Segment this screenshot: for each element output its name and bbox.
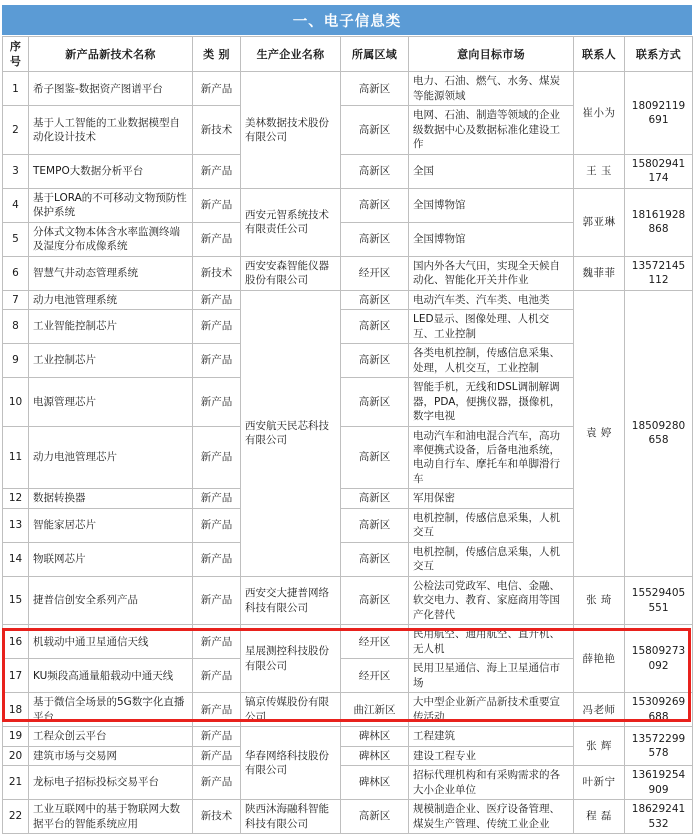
cell-product-name: 龙标电子招标投标交易平台: [29, 766, 193, 800]
cell-category: 新技术: [193, 256, 241, 290]
table-body: [3, 72, 693, 834]
cell-district: 高新区: [341, 426, 409, 489]
cell-product-name: 基于LORA的不可移动文物预防性保护系统: [29, 188, 193, 222]
cell-row-number: 10: [3, 378, 29, 426]
cell-category: 新产品: [193, 576, 241, 624]
cell-district: 高新区: [341, 344, 409, 378]
cell-target-market: 智能手机，无线和DSL调制解调器，PDA，便携仪器，摄像机，数字电视: [409, 378, 574, 426]
cell-category: 新产品: [193, 154, 241, 188]
table-row: [3, 154, 693, 188]
cell-row-number: 9: [3, 344, 29, 378]
cell-company-name: 西安安森智能仪器股份有限公司: [241, 256, 341, 290]
cell-district: 高新区: [341, 489, 409, 508]
cell-company-name: 西安航天民芯科技有限公司: [241, 290, 341, 576]
col-header-phone: 联系方式: [625, 37, 693, 72]
cell-contact-person: 冯老师: [574, 693, 625, 727]
cell-product-name: 建筑市场与交易网: [29, 746, 193, 765]
cell-row-number: 20: [3, 746, 29, 765]
cell-row-number: 16: [3, 625, 29, 659]
cell-district: 碑林区: [341, 746, 409, 765]
table-row: [3, 800, 693, 834]
cell-row-number: 4: [3, 188, 29, 222]
cell-category: 新产品: [193, 426, 241, 489]
cell-row-number: 22: [3, 800, 29, 834]
table-row: [3, 576, 693, 624]
col-header-type: 类 别: [193, 37, 241, 72]
cell-contact-phone: 15802941174: [625, 154, 693, 188]
cell-row-number: 1: [3, 72, 29, 106]
cell-product-name: 工业控制芯片: [29, 344, 193, 378]
cell-contact-phone: 18161928868: [625, 188, 693, 256]
cell-row-number: 17: [3, 659, 29, 693]
cell-category: 新产品: [193, 222, 241, 256]
cell-target-market: 招标代理机构和有采购需求的各大小企业单位: [409, 766, 574, 800]
cell-company-name: 华春网络科技股份有限公司: [241, 727, 341, 800]
table-row: [3, 188, 693, 222]
cell-district: 高新区: [341, 542, 409, 576]
cell-product-name: 机载动中通卫星通信天线: [29, 625, 193, 659]
table-row: [3, 625, 693, 659]
col-header-area: 所属区域: [341, 37, 409, 72]
cell-district: 高新区: [341, 576, 409, 624]
cell-category: 新产品: [193, 310, 241, 344]
cell-product-name: 基于人工智能的工业数据模型自动化设计技术: [29, 106, 193, 154]
cell-product-name: 工业互联网中的基于物联网大数据平台的智能系统应用: [29, 800, 193, 834]
cell-product-name: TEMPO大数据分析平台: [29, 154, 193, 188]
cell-product-name: 动力电池管理系统: [29, 290, 193, 309]
table-row: [3, 766, 693, 800]
cell-row-number: 5: [3, 222, 29, 256]
cell-contact-phone: 15529405551: [625, 576, 693, 624]
header-row: [3, 37, 693, 72]
cell-target-market: 全国博物馆: [409, 222, 574, 256]
cell-district: 高新区: [341, 378, 409, 426]
cell-row-number: 3: [3, 154, 29, 188]
cell-row-number: 19: [3, 727, 29, 746]
table-row: [3, 72, 693, 106]
cell-category: 新产品: [193, 72, 241, 106]
cell-product-name: 工程众创云平台: [29, 727, 193, 746]
cell-contact-phone: 15809273092: [625, 625, 693, 693]
cell-contact-person: 崔小为: [574, 72, 625, 154]
cell-contact-phone: 13619254909: [625, 766, 693, 800]
cell-contact-person: 张 琦: [574, 576, 625, 624]
cell-company-name: 西安元智系统技术有限责任公司: [241, 188, 341, 256]
cell-target-market: 规模制造企业、医疗设备管理、煤炭生产管理、传统工业企业: [409, 800, 574, 834]
cell-contact-phone: 18092119691: [625, 72, 693, 154]
cell-product-name: 分体式文物本体含水率监测终端及湿度分布成像系统: [29, 222, 193, 256]
cell-target-market: 国内外各大气田，实现全天候自动化、智能化开关井作业: [409, 256, 574, 290]
cell-product-name: 物联网芯片: [29, 542, 193, 576]
cell-target-market: LED显示、图像处理、人机交互、工业控制: [409, 310, 574, 344]
cell-row-number: 21: [3, 766, 29, 800]
cell-district: 高新区: [341, 106, 409, 154]
cell-target-market: 公检法司党政军、电信、金融、软交电力、教育、家庭商用等国产化替代: [409, 576, 574, 624]
cell-row-number: 2: [3, 106, 29, 154]
cell-category: 新产品: [193, 625, 241, 659]
cell-contact-phone: 13572145112: [625, 256, 693, 290]
cell-district: 高新区: [341, 290, 409, 309]
cell-district: 经开区: [341, 659, 409, 693]
cell-district: 经开区: [341, 256, 409, 290]
cell-district: 高新区: [341, 800, 409, 834]
cell-row-number: 6: [3, 256, 29, 290]
cell-target-market: 电机控制，传感信息采集，人机交互: [409, 542, 574, 576]
cell-target-market: 电力、石油、燃气、水务、煤炭等能源领域: [409, 72, 574, 106]
cell-target-market: 建设工程专业: [409, 746, 574, 765]
cell-target-market: 工程建筑: [409, 727, 574, 746]
cell-category: 新产品: [193, 542, 241, 576]
cell-row-number: 15: [3, 576, 29, 624]
cell-product-name: 电源管理芯片: [29, 378, 193, 426]
col-header-name: 新产品新技术名称: [29, 37, 193, 72]
cell-company-name: 镐京传媒股份有限公司: [241, 693, 341, 727]
cell-contact-person: 王 玉: [574, 154, 625, 188]
cell-district: 高新区: [341, 72, 409, 106]
cell-target-market: 全国: [409, 154, 574, 188]
cell-district: 经开区: [341, 625, 409, 659]
cell-contact-phone: 13572299578: [625, 727, 693, 766]
cell-target-market: 电机控制，传感信息采集，人机交互: [409, 508, 574, 542]
cell-district: 高新区: [341, 310, 409, 344]
table-header: [3, 37, 693, 72]
cell-category: 新产品: [193, 746, 241, 765]
col-header-no: 序号: [3, 37, 29, 72]
cell-category: 新产品: [193, 489, 241, 508]
cell-category: 新技术: [193, 106, 241, 154]
section-title: 一、电子信息类: [2, 5, 692, 35]
cell-category: 新产品: [193, 344, 241, 378]
cell-category: 新产品: [193, 693, 241, 727]
cell-district: 高新区: [341, 222, 409, 256]
table-row: [3, 290, 693, 309]
cell-row-number: 13: [3, 508, 29, 542]
cell-target-market: 电动汽车类、汽车类、电池类: [409, 290, 574, 309]
cell-product-name: 基于微信全场景的5G数字化直播平台: [29, 693, 193, 727]
cell-product-name: 工业智能控制芯片: [29, 310, 193, 344]
cell-contact-phone: 18509280658: [625, 290, 693, 576]
cell-category: 新产品: [193, 508, 241, 542]
cell-target-market: 大中型企业新产品新技术重要宣传活动: [409, 693, 574, 727]
cell-row-number: 7: [3, 290, 29, 309]
cell-product-name: 希子图鉴-数据资产图谱平台: [29, 72, 193, 106]
cell-row-number: 11: [3, 426, 29, 489]
cell-target-market: 电动汽车和油电混合汽车，高功率便携式设备，后备电池系统，电动自行车、摩托车和单脚滑行车: [409, 426, 574, 489]
cell-product-name: KU频段高通量船载动中通天线: [29, 659, 193, 693]
cell-category: 新技术: [193, 800, 241, 834]
table-row: [3, 256, 693, 290]
cell-target-market: 各类电机控制，传感信息采集、处理，人机交互，工业控制: [409, 344, 574, 378]
cell-target-market: 电网、石油、制造等领域的企业级数据中心及数据标准化建设工作: [409, 106, 574, 154]
cell-category: 新产品: [193, 727, 241, 746]
cell-target-market: 民用卫星通信、海上卫星通信市场: [409, 659, 574, 693]
cell-district: 曲江新区: [341, 693, 409, 727]
cell-category: 新产品: [193, 378, 241, 426]
cell-category: 新产品: [193, 766, 241, 800]
cell-district: 高新区: [341, 188, 409, 222]
cell-category: 新产品: [193, 659, 241, 693]
cell-district: 碑林区: [341, 727, 409, 746]
cell-district: 碑林区: [341, 766, 409, 800]
cell-row-number: 12: [3, 489, 29, 508]
cell-contact-person: 魏菲菲: [574, 256, 625, 290]
col-header-person: 联系人: [574, 37, 625, 72]
cell-product-name: 捷普信创安全系列产品: [29, 576, 193, 624]
cell-contact-person: 张 辉: [574, 727, 625, 766]
cell-target-market: 民用航空、通用航空、直升机、无人机: [409, 625, 574, 659]
cell-company-name: 西安交大捷普网络科技有限公司: [241, 576, 341, 624]
cell-contact-person: 程 磊: [574, 800, 625, 834]
products-table: [2, 36, 693, 834]
cell-product-name: 数据转换器: [29, 489, 193, 508]
cell-product-name: 智能家居芯片: [29, 508, 193, 542]
cell-company-name: 美林数据技术股份有限公司: [241, 72, 341, 188]
cell-row-number: 14: [3, 542, 29, 576]
cell-contact-phone: 15309269688: [625, 693, 693, 727]
cell-company-name: 星展测控科技股份有限公司: [241, 625, 341, 693]
col-header-market: 意向目标市场: [409, 37, 574, 72]
cell-target-market: 全国博物馆: [409, 188, 574, 222]
cell-contact-person: 叶新宁: [574, 766, 625, 800]
cell-row-number: 18: [3, 693, 29, 727]
cell-category: 新产品: [193, 188, 241, 222]
table-row: [3, 693, 693, 727]
cell-contact-person: 郭亚琳: [574, 188, 625, 256]
cell-district: 高新区: [341, 154, 409, 188]
cell-product-name: 动力电池管理芯片: [29, 426, 193, 489]
cell-district: 高新区: [341, 508, 409, 542]
cell-category: 新产品: [193, 290, 241, 309]
col-header-corp: 生产企业名称: [241, 37, 341, 72]
cell-contact-person: 袁 婷: [574, 290, 625, 576]
cell-contact-person: 薛艳艳: [574, 625, 625, 693]
cell-company-name: 陕西沐海融科智能科技有限公司: [241, 800, 341, 834]
cell-contact-phone: 18629241532: [625, 800, 693, 834]
cell-row-number: 8: [3, 310, 29, 344]
cell-product-name: 智慧气井动态管理系统: [29, 256, 193, 290]
cell-target-market: 军用保密: [409, 489, 574, 508]
